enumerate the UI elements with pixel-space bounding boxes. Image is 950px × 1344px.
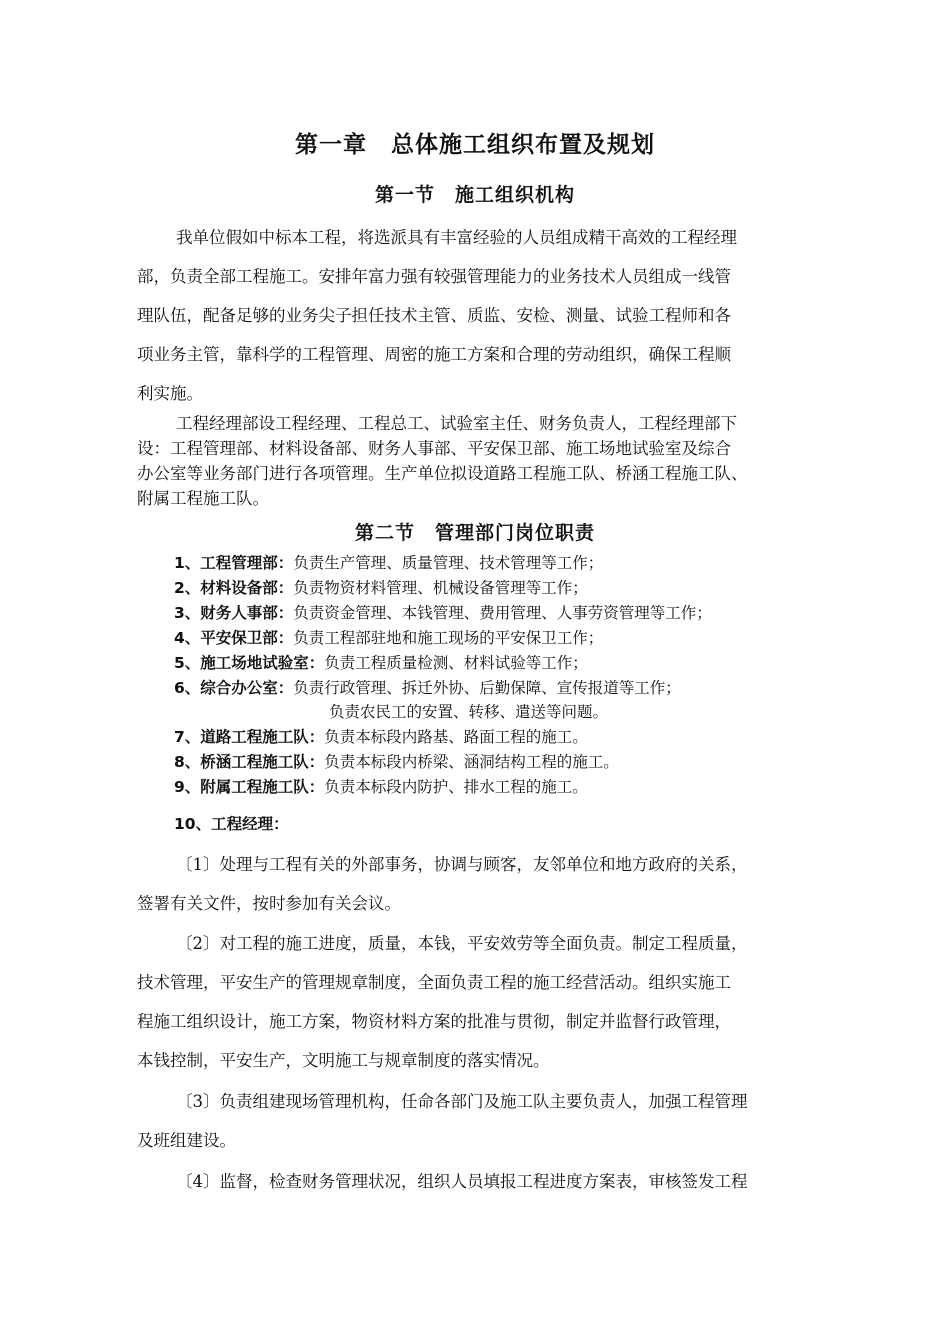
list-item <box>174 551 603 573</box>
paragraph-line: 及班组建设。 <box>137 1131 236 1150</box>
list-item-label: 2、材料设备部： <box>174 579 294 597</box>
list-item-label: 8、桥涵工程施工队： <box>174 753 325 771</box>
paragraph-line: 〔1〕处理与工程有关的外部事务，协调与顾客，友邻单位和地方政府的关系， <box>176 855 748 874</box>
list-item-label: 5、施工场地试验室： <box>174 654 325 672</box>
list-item-text: 负责本标段内桥梁、涵洞结构工程的施工。 <box>324 753 619 771</box>
list-item-text: 负责资金管理、本钱管理、费用管理、人事劳资管理等工作； <box>293 604 712 622</box>
list-item-label: 7、道路工程施工队： <box>174 728 325 746</box>
list-item-label: 1、工程管理部： <box>174 554 294 572</box>
list-item <box>174 775 588 797</box>
list-item-label: 3、财务人事部： <box>174 604 294 622</box>
paragraph-line: 签署有关文件，按时参加有关会议。 <box>137 894 401 913</box>
list-item-label: 9、附属工程施工队： <box>174 778 325 796</box>
paragraph-line: 本钱控制，平安生产，文明施工与规章制度的落实情况。 <box>137 1051 550 1070</box>
paragraph-line: 程施工组织设计，施工方案，物资材料方案的批准与贯彻，制定并监督行政管理， <box>137 1012 731 1031</box>
list-item-label: 4、平安保卫部： <box>174 629 294 647</box>
paragraph-line: 〔3〕负责组建现场管理机构，任命各部门及施工队主要负责人，加强工程管理 <box>176 1092 748 1111</box>
paragraph-line: 我单位假如中标本工程，将选派具有丰富经验的人员组成精干高效的工程经理 <box>176 228 737 247</box>
list-item <box>174 576 588 598</box>
paragraph-line: 工程经理部设工程经理、工程总工、试验室主任、财务负责人，工程经理部下 <box>176 414 737 433</box>
list-item <box>174 601 712 623</box>
list-item <box>174 676 681 698</box>
paragraph-line: 利实施。 <box>137 384 203 403</box>
paragraph-line: 理队伍，配备足够的业务尖子担任技术主管、质监、安检、测量、试验工程师和各 <box>137 306 731 325</box>
section-title: 第二节 管理部门岗位职责 <box>354 522 595 544</box>
list-item-text: 负责物资材料管理、机械设备管理等工作； <box>293 579 588 597</box>
list-item <box>174 626 603 648</box>
paragraph-line: 部，负责全部工程施工。安排年富力强有较强管理能力的业务技术人员组成一线管 <box>137 267 731 286</box>
paragraph-line: 项业务主管，靠科学的工程管理、周密的施工方案和合理的劳动组织，确保工程顺 <box>137 345 731 364</box>
list-item-text: 负责工程质量检测、材料试验等工作； <box>324 654 588 672</box>
list-item <box>329 700 608 722</box>
paragraph-line: 〔2〕对工程的施工进度，质量，本钱，平安效劳等全面负责。制定工程质量， <box>176 934 748 953</box>
paragraph-line: 附属工程施工队。 <box>137 489 269 508</box>
paragraph-line: 技术管理，平安生产的管理规章制度，全面负责工程的施工经营活动。组织实施工 <box>137 973 731 992</box>
list-item-text: 负责生产管理、质量管理、技术管理等工作； <box>293 554 604 572</box>
list-item <box>174 725 588 747</box>
chapter-title: 第一章 总体施工组织布置及规划 <box>295 132 655 158</box>
list-item-text: 负责工程部驻地和施工现场的平安保卫工作； <box>293 629 604 647</box>
paragraph-line: 设：工程管理部、材料设备部、财务人事部、平安保卫部、施工场地试验室及综合 <box>137 439 731 458</box>
list-item-text: 负责本标段内防护、排水工程的施工。 <box>324 778 588 796</box>
list-item-label: 10、工程经理： <box>174 815 289 833</box>
list-item <box>174 750 619 772</box>
list-item-text: 负责农民工的安置、转移、遣送等问题。 <box>329 703 609 721</box>
list-item <box>174 651 588 673</box>
list-item-text: 负责本标段内路基、路面工程的施工。 <box>324 728 588 746</box>
list-item-heading <box>174 812 289 834</box>
list-item-text: 负责行政管理、拆迁外协、后勤保障、宣传报道等工作； <box>293 679 681 697</box>
list-item-label: 6、综合办公室： <box>174 679 294 697</box>
paragraph-line: 办公室等业务部门进行各项管理。生产单位拟设道路工程施工队、桥涵工程施工队、 <box>137 464 748 483</box>
paragraph-line: 〔4〕监督，检查财务管理状况，组织人员填报工程进度方案表，审核签发工程 <box>176 1172 748 1191</box>
section-title: 第一节 施工组织机构 <box>374 184 575 206</box>
